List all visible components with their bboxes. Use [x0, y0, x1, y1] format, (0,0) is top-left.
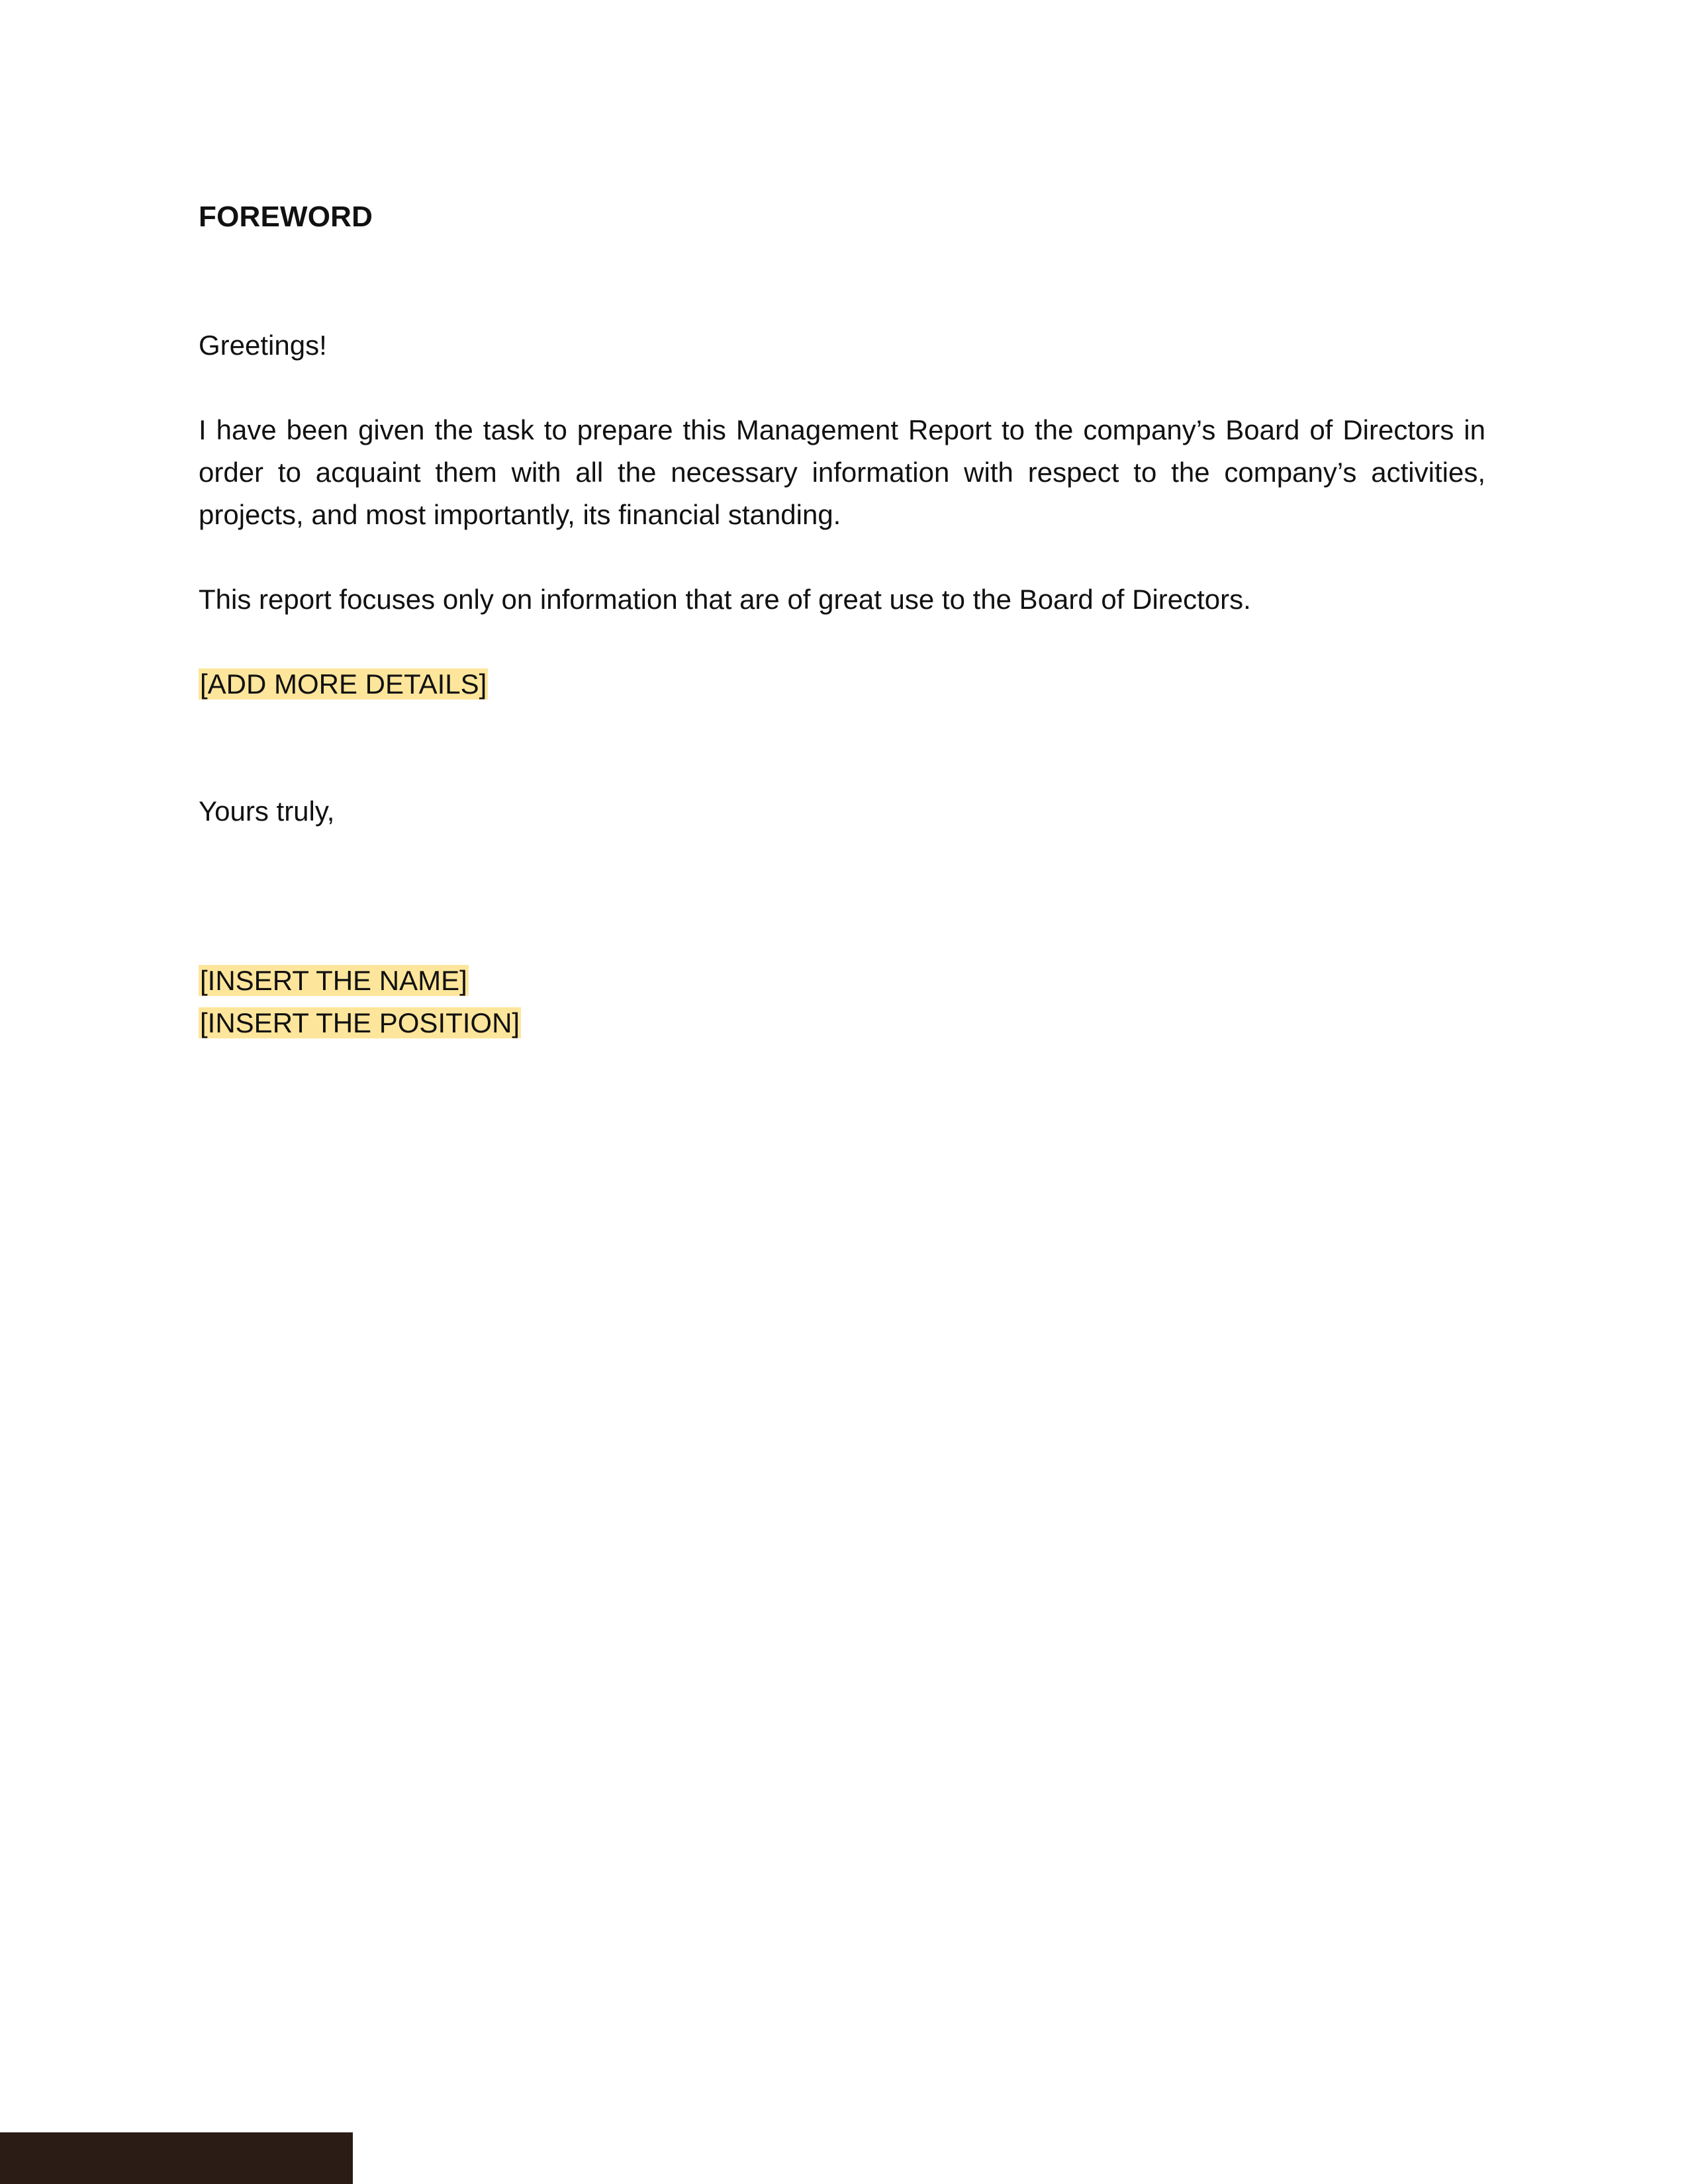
closing-text: Yours truly, [199, 796, 335, 827]
page-title: FOREWORD [199, 201, 373, 233]
focus-paragraph: This report focuses only on information that are of great use to the Board of Directors. [199, 584, 1251, 615]
footer-decorative-bar [0, 2132, 353, 2184]
page-content [199, 196, 1485, 1044]
signature-name-line [199, 960, 1485, 1002]
greeting-text: Greetings! [199, 330, 327, 361]
position-placeholder: [INSERT THE POSITION] [200, 1007, 520, 1038]
signature-position-line [199, 1002, 1485, 1044]
details-placeholder: [ADD MORE DETAILS] [200, 668, 487, 700]
name-placeholder: [INSERT THE NAME] [200, 965, 467, 996]
details-placeholder-line [199, 663, 1485, 705]
intro-paragraph: I have been given the task to prepare this Management Report to the company’s Board of Directors in order to acquaint them with all the necessary information with respect to the company’s activities, projects, and most importantly, its financial standing. [199, 414, 1485, 530]
